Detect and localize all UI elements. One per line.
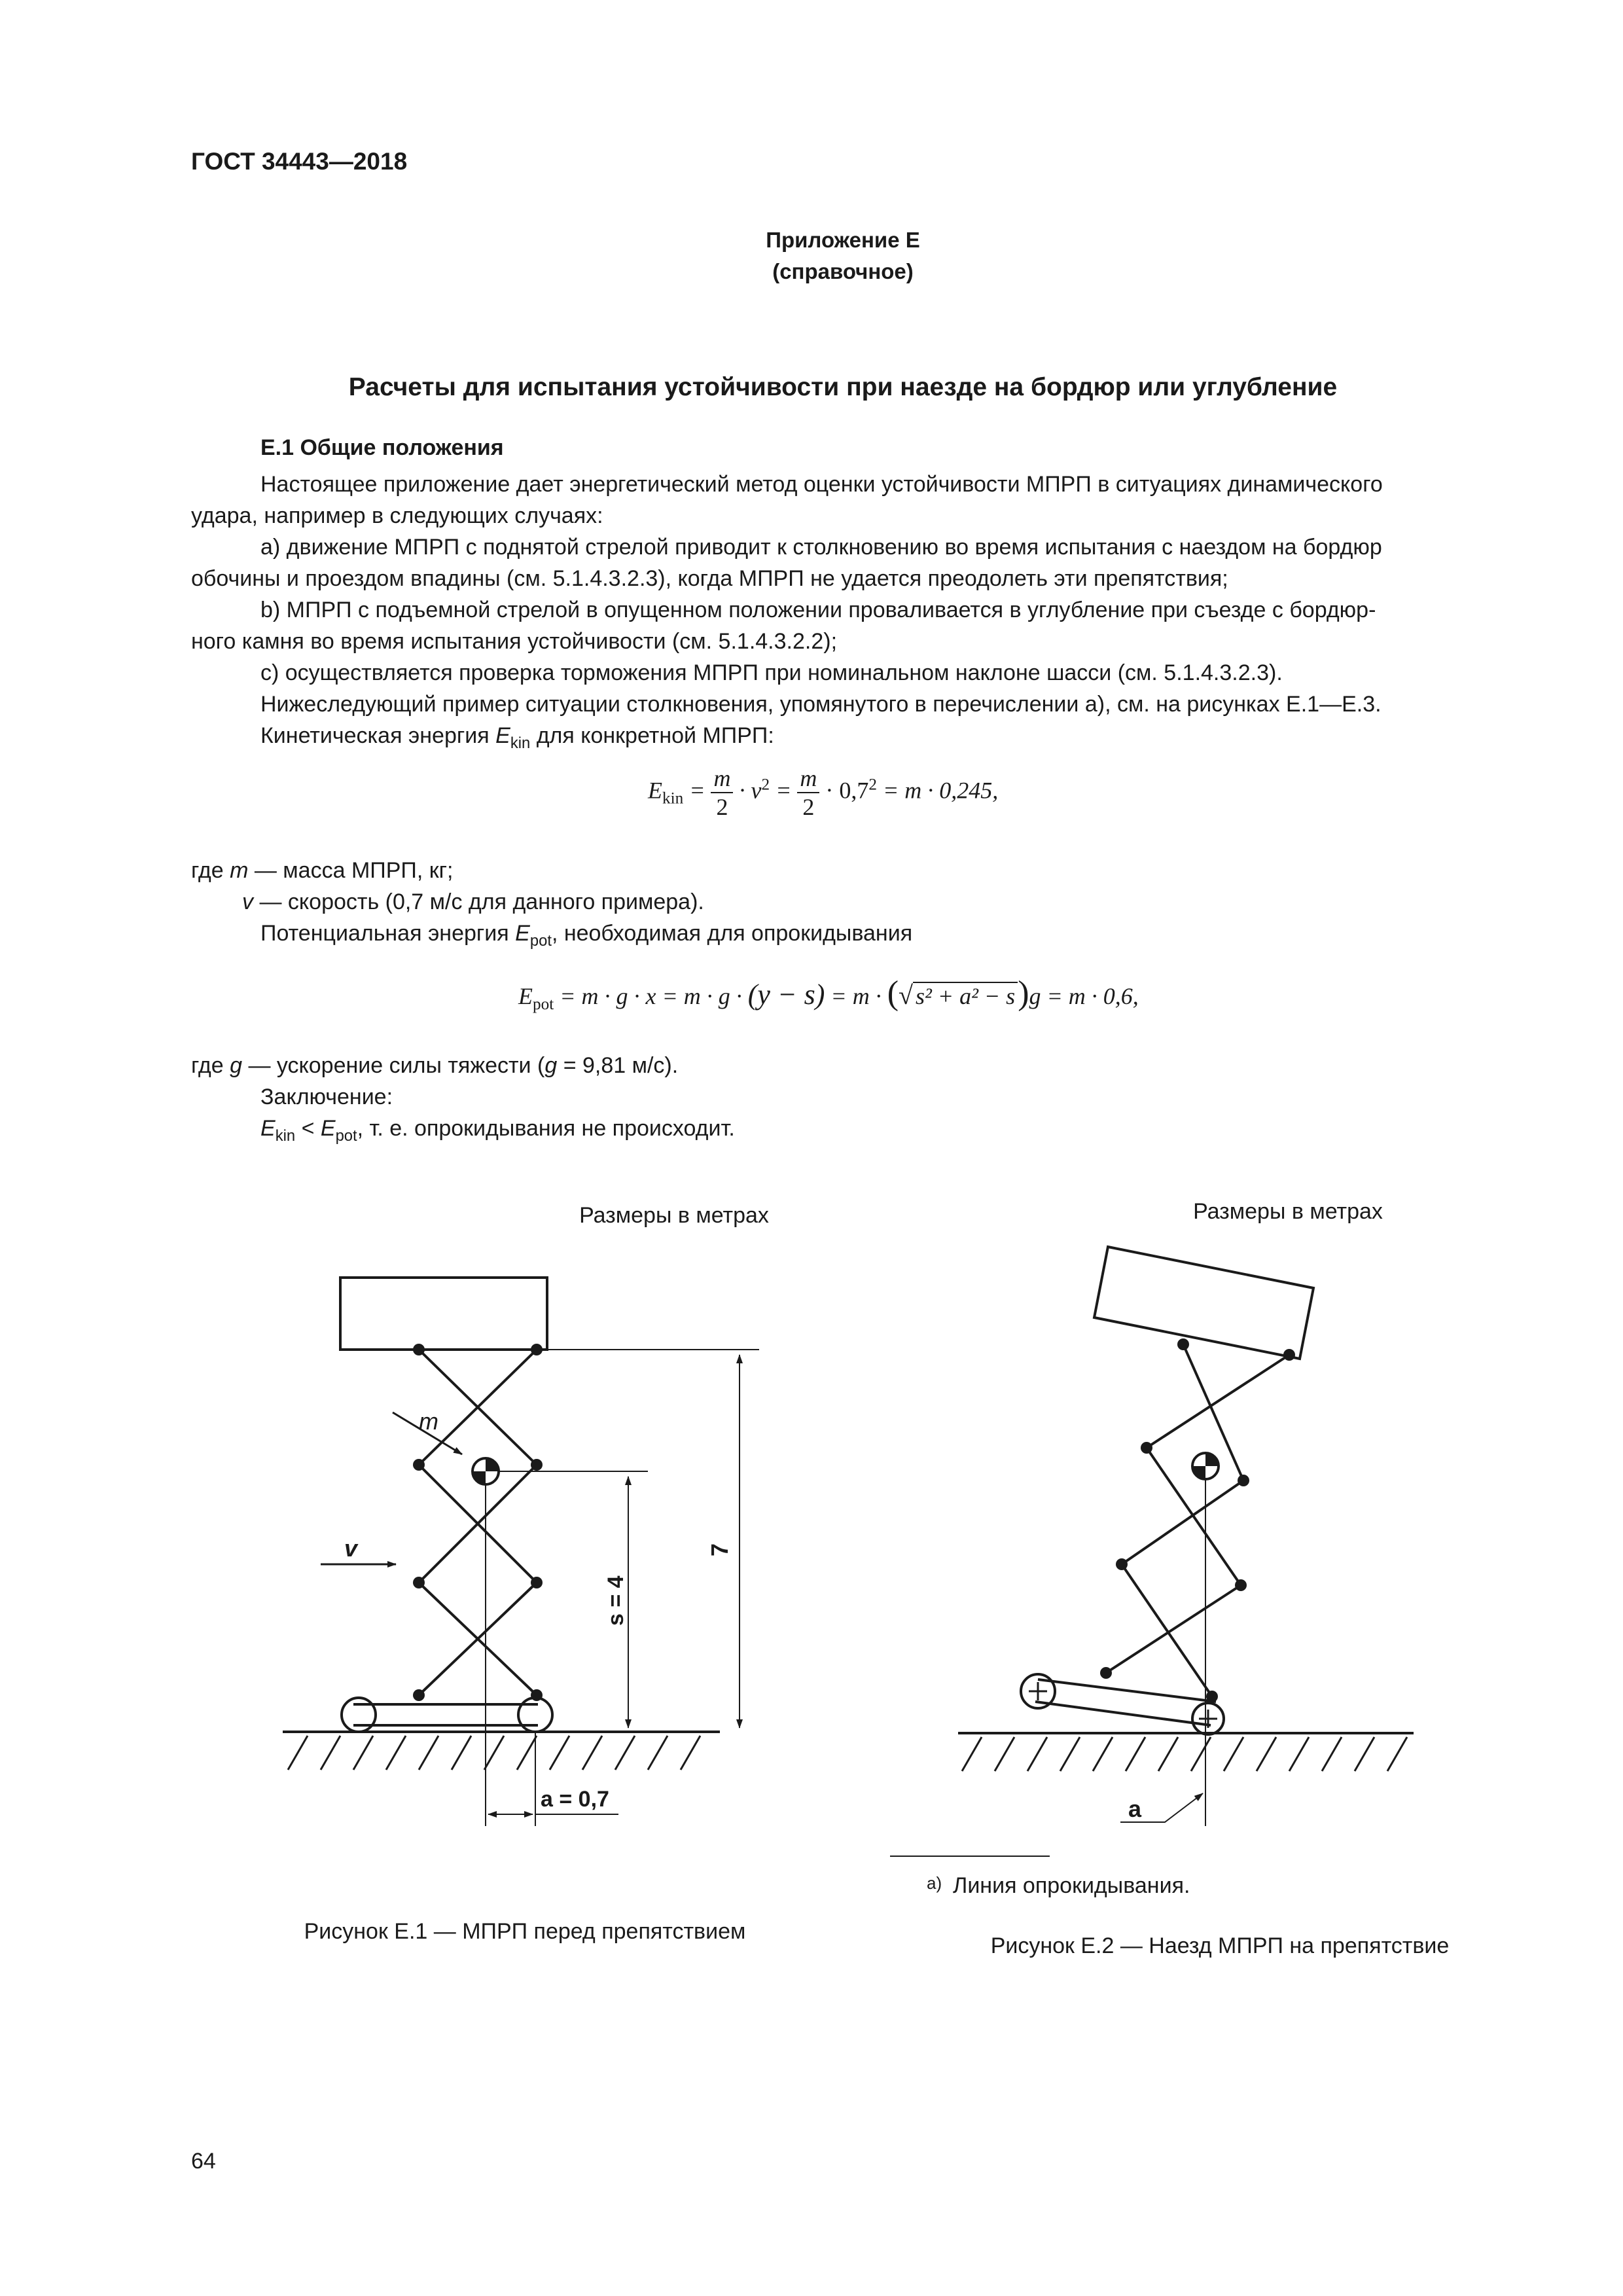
fig2-link bbox=[1106, 1585, 1241, 1673]
formula-potential-energy: $E_{pot} = m \cdot g \cdot x = m \cdot g \cdot (y - s) = m$ · (√ s² + a² − s)g = m · 0,6, bbox=[518, 975, 1139, 1014]
fig1-joint bbox=[531, 1344, 543, 1355]
fig2-chassis-top bbox=[1038, 1679, 1216, 1702]
footnote-mark: а) bbox=[927, 1873, 942, 1893]
fig1-dim-h: 7 bbox=[706, 1543, 733, 1556]
fig2-link bbox=[1122, 1564, 1212, 1696]
fig1-joint bbox=[413, 1459, 425, 1471]
figure-2 bbox=[890, 1199, 1414, 1856]
fig1-joint bbox=[413, 1344, 425, 1355]
potential-intro: Потенциальная энергия $E_{pot}$, необходимая для опрокидывания bbox=[260, 921, 913, 950]
fig1-label-v: v bbox=[344, 1535, 358, 1562]
figure-1-caption: Рисунок Е.1 — МПРП перед препятствием bbox=[304, 1919, 746, 1944]
conclusion-statement: $E_{kin} < E_{pot}$, т. е. опрокидывания не происходит. bbox=[260, 1116, 735, 1145]
example-line: Нижеследующий пример ситуации столкновения, упомянутого в перечислении а), см. на рисунках Е.1—Е.3. bbox=[260, 692, 1382, 717]
footnote-text: Линия опрокидывания. bbox=[953, 1873, 1190, 1898]
section-heading: Е.1 Общие положения bbox=[260, 435, 504, 460]
para-1-line-2: удара, например в следующих случаях: bbox=[191, 503, 603, 528]
figure-2-caption: Рисунок Е.2 — Наезд МПРП на препятствие bbox=[990, 1933, 1450, 1958]
fig2-ground-hatch bbox=[962, 1737, 1407, 1771]
fig1-joint bbox=[531, 1459, 543, 1471]
fig2-platform bbox=[1094, 1247, 1313, 1359]
fig1-ground-hatch bbox=[288, 1736, 700, 1770]
fig2-chassis-bottom bbox=[1035, 1702, 1211, 1725]
kinetic-intro: Кинетическая энергия $E_{kin}$ для конкретной МПРП: bbox=[260, 723, 774, 752]
item-a-line-1: а) движение МПРП с поднятой стрелой приводит к столкновению во время испытания с наездом на бордюр bbox=[260, 535, 1382, 560]
figure-1 bbox=[283, 1203, 769, 1826]
fig2-label-a: a bbox=[1128, 1795, 1142, 1822]
document-code: ГОСТ 34443—2018 bbox=[191, 148, 408, 175]
item-a-line-2: обочины и проездом впадины (см. 5.1.4.3.2.3), когда МПРП не удается преодолеть эти препятствия; bbox=[191, 566, 1228, 591]
fig1-dim-a: a = 0,7 bbox=[541, 1787, 609, 1812]
item-b-line-2: ного камня во время испытания устойчивости (см. 5.1.4.3.2.2); bbox=[191, 629, 838, 654]
appendix-label: Приложение Е bbox=[766, 228, 920, 252]
fig1-wheel-right bbox=[518, 1698, 552, 1732]
where-g: где g — ускорение силы тяжести (g = 9,81 м/с). bbox=[191, 1053, 679, 1078]
figure-1-units: Размеры в метрах bbox=[579, 1203, 769, 1228]
page-number: 64 bbox=[191, 2149, 216, 2174]
item-c-line-1: с) осуществляется проверка торможения МПРП при номинальном наклоне шасси (см. 5.1.4.3.2.3). bbox=[260, 660, 1283, 685]
figure-2-units: Размеры в метрах bbox=[1193, 1199, 1383, 1224]
fig2-link bbox=[1147, 1355, 1289, 1448]
where-v: v — скорость (0,7 м/с для данного примера). bbox=[242, 889, 704, 914]
para-1-line-1: Настоящее приложение дает энергетический метод оценки устойчивости МПРП в ситуациях динамического bbox=[260, 472, 1383, 497]
appendix-type: (справочное) bbox=[772, 259, 914, 283]
fig1-joint bbox=[413, 1577, 425, 1588]
item-b-line-1: b) МПРП с подъемной стрелой в опущенном положении проваливается в углубление при съезде с бордюр- bbox=[260, 598, 1376, 622]
conclusion-label: Заключение: bbox=[260, 1085, 393, 1109]
appendix-title: Расчеты для испытания устойчивости при наезде на бордюр или углубление bbox=[348, 373, 1338, 401]
fig1-wheel-left bbox=[342, 1698, 376, 1732]
fig1-label-m: m bbox=[419, 1408, 438, 1435]
fig2-link bbox=[1122, 1480, 1243, 1564]
fig1-dim-s: s = 4 bbox=[603, 1575, 628, 1626]
fig1-joint bbox=[531, 1577, 543, 1588]
formula-kinetic-energy: $E_{kin}$ = $\frac{m}{2}$ · $v^2$ = $\frac{m}{2}$ · $0,7^2 = m \cdot 0,245$, bbox=[648, 765, 999, 820]
fig1-platform bbox=[340, 1278, 547, 1350]
where-m: где m — масса МПРП, кг; bbox=[191, 858, 454, 883]
fig1-joint bbox=[413, 1689, 425, 1701]
